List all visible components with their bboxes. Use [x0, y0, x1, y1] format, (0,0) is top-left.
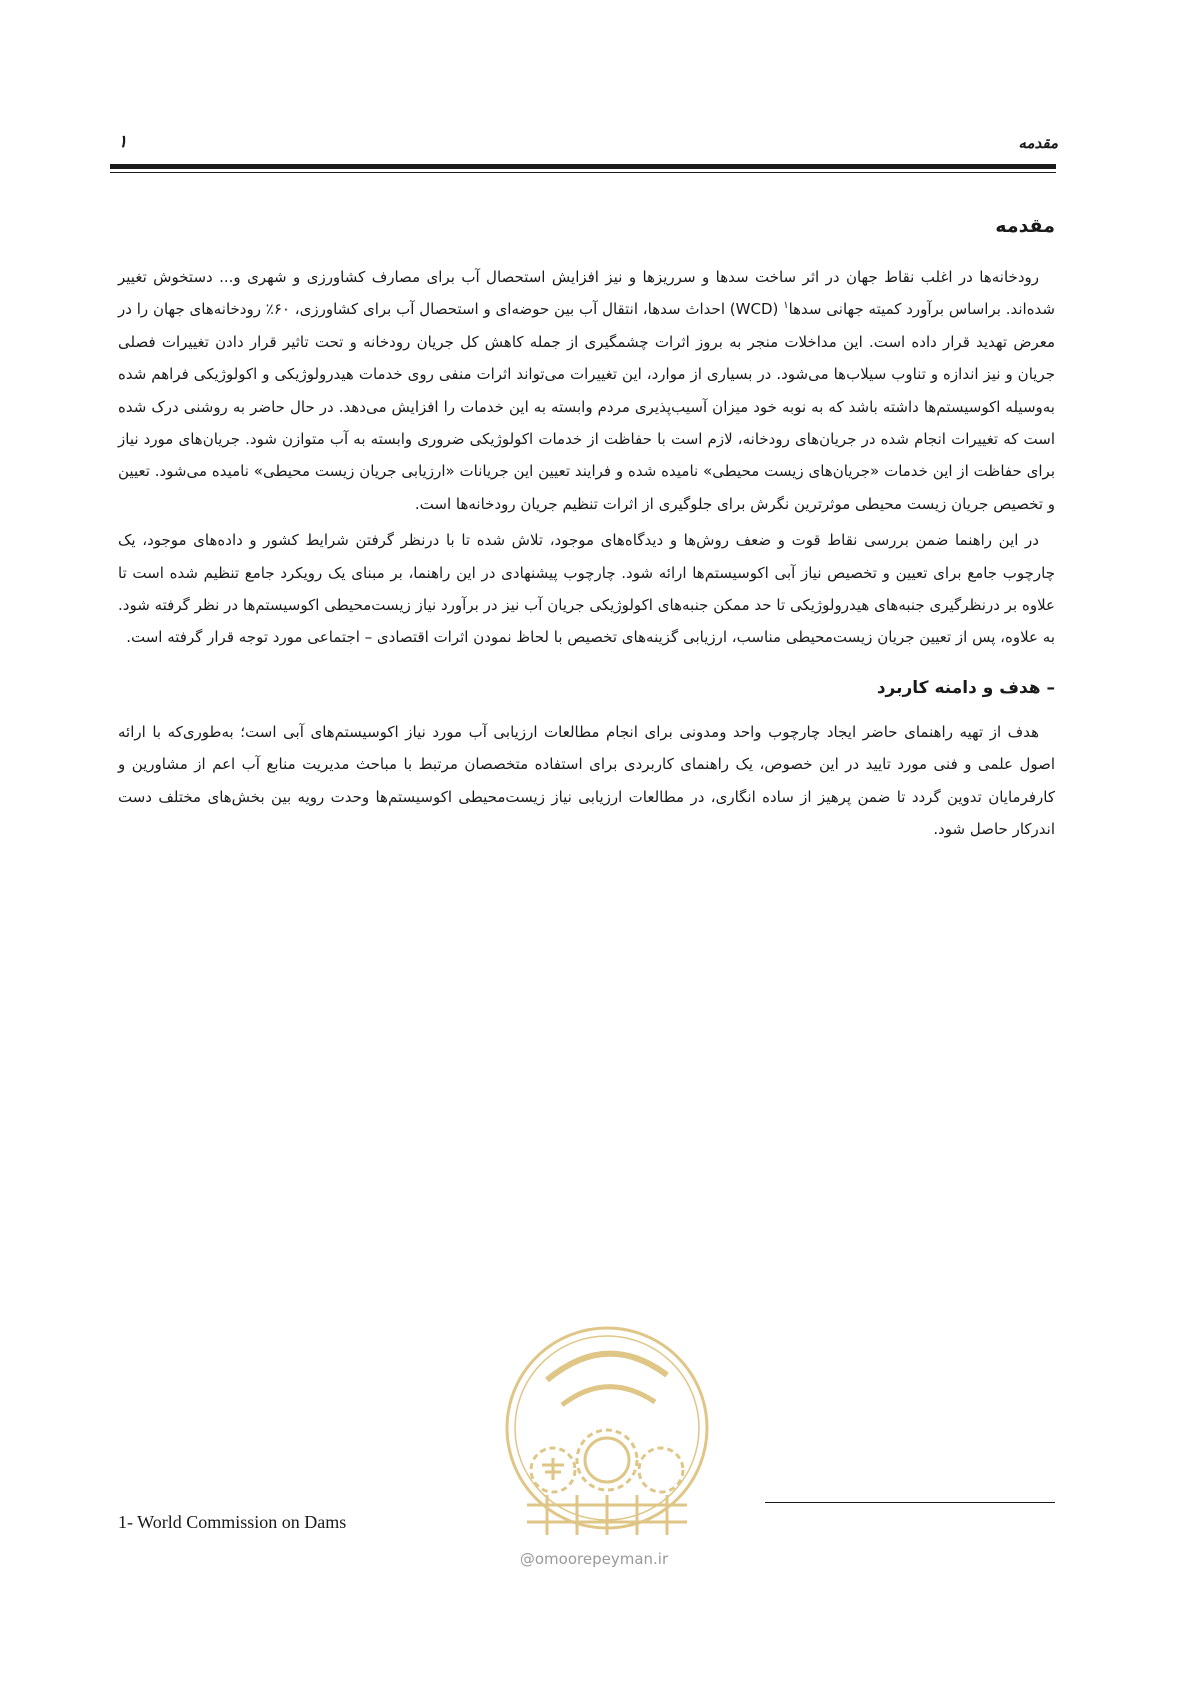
paragraph-guide: در این راهنما ضمن بررسی نقاط قوت و ضعف روش‌ها و دیدگاه‌های موجود، تلاش شده تا با درنظر گرفتن شرایط کشور و داده‌های موجود، یک چارچوب جامع برای تعیین و تخصیص نیاز آبی اکوسیستم‌ها ارائه شود. چارچوب پیشنهادی در این راهنما، بر مبنای یک رویکرد جامع تنظیم شده است تا علاوه بر درنظرگیری جنبه‌های هیدرولوژیکی تا حد ممکن جنبه‌های اکولوژیکی جریان آب نیز در برآورد نیاز زیست‌محیطی اکوسیستم‌ها در نظر گرفته شود. به علاوه، پس از تعیین جریان زیست‌محیطی مناسب، ارزیابی گزینه‌های تخصیص با لحاظ نمودن اثرات اقتصادی – اجتماعی مورد توجه قرار گرفته است. — [118, 531, 1055, 647]
paragraph-intro — [118, 261, 1055, 520]
watermark-logo-icon — [487, 1310, 727, 1570]
footnote-rule — [765, 1502, 1055, 1503]
paragraph-goal: هدف از تهیه راهنمای حاضر ایجاد چارچوب واحد ومدونی برای انجام مطالعات ارزیابی آب مورد نیاز اکوسیستم‌های آبی است؛ به‌طوری‌که با ارائه اصول علمی و فنی مورد تایید در این خصوص، یک راهنمای کاربردی برای استفاده متخصصان مرتبط با مباحث مدیریت منابع آب اعم از مشاورین و کارفرمایان تدوین گردد تا ضمن پرهیز از ساده انگاری، در مطالعات ارزیابی نیاز زیست‌محیطی اکوسیستم‌ها وحدت رویه بین بخش‌های مختلف دست اندرکار حاصل شود. — [118, 722, 1055, 839]
paragraph-intro-text: رودخانه‌ها در اغلب نقاط جهان در اثر ساخت سدها و سرریزها و نیز افزایش استحصال آب برای مصارف کشاورزی و شهری و... دستخوش تغییر شده‌اند. براساس برآورد کمیته جهانی سدها — [118, 268, 1056, 319]
watermark-url-text: omoorepeyman.ir — [534, 1550, 669, 1568]
main-content — [118, 215, 1055, 850]
header-rule — [110, 164, 1056, 169]
section-title: مقدمه — [995, 215, 1055, 237]
watermark-url — [499, 1550, 689, 1568]
page-number: ۱ — [118, 132, 128, 152]
header-rule-thin — [110, 172, 1056, 173]
running-title: مقدمه — [1018, 134, 1058, 152]
footnote-marker[interactable]: ۱ — [783, 300, 789, 312]
watermark-at-icon: @ — [519, 1550, 535, 1568]
footnote: 1- World Commission on Dams — [118, 1512, 347, 1532]
paragraph-intro-text-cont: (WCD) احداث سدها، انتقال آب بین حوضه‌ای و استحصال آب برای کشاورزی، ۶۰٪ رودخانه‌های جهان را در معرض تهدید قرار داده است. این مداخلات منجر به بروز اثرات چشمگیری از جمله کاهش کل جریان رودخانه و تحت تاثیر قرار دادن تغییرات فصلی جریان و نیز اندازه و تناوب سیلاب‌ها می‌شود. در بسیاری از موارد، این تغییرات می‌تواند اثرات منفی روی خدمات هیدرولوژیکی و اکولوژیکی فراهم شده به‌وسیله اکوسیستم‌ها داشته باشد که به نوبه خود میزان آسیب‌پذیری مردم وابسته به این خدمات را افزایش می‌دهد. در حال حاضر به روشنی درک شده است که تغییرات انجام شده در جریان‌های رودخانه، لازم است با حفاظت از خدمات اکولوژیکی ضروری وابسته به آب متوازن شود. جریان‌های مورد نیاز برای حفاظت از این خدمات «جریان‌های زیست محیطی» نامیده شده و فرایند تعیین این جریانات «ارزیابی جریان زیست محیطی» نامیده می‌شود. تعیین و تخصیص جریان زیست محیطی موثرترین نگرش برای جلوگیری از اثرات تنظیم جریان رودخانه‌ها است. — [118, 300, 1055, 513]
subsection-title: – هدف و دامنه کاربرد — [876, 677, 1055, 698]
